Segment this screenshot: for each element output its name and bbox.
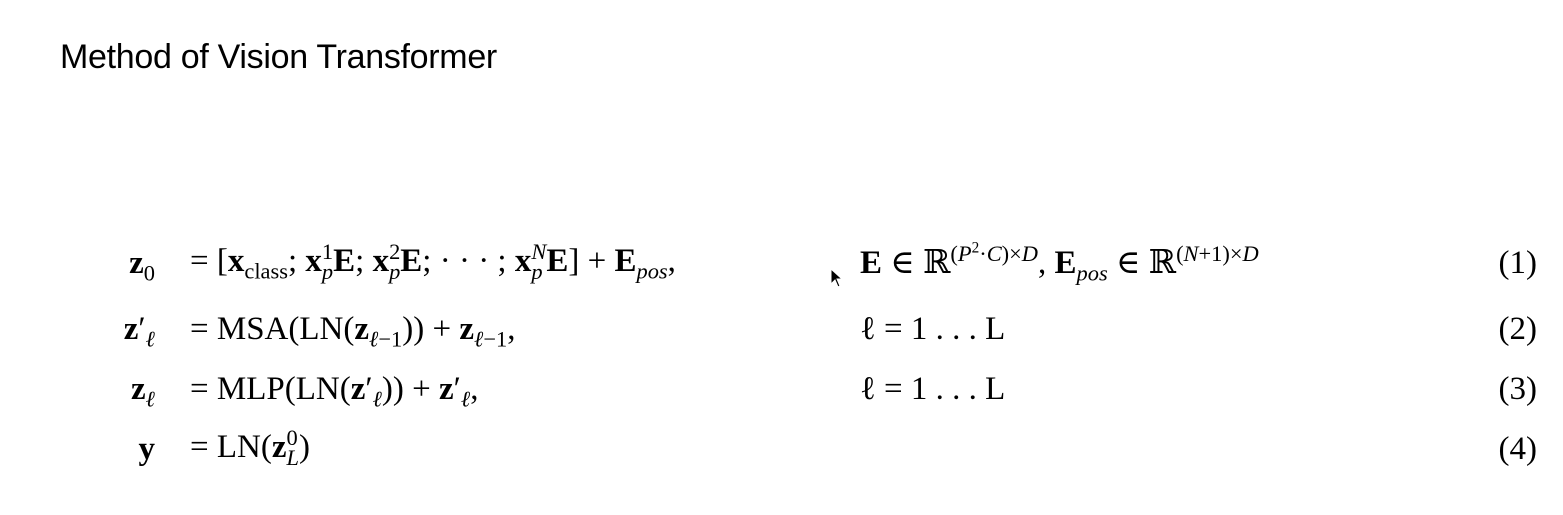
equation-3-rhs: = $MLP(LN(z'_\ell)) + z'_\ell$, bbox=[190, 371, 479, 412]
equation-1-number: (1) bbox=[1498, 245, 1537, 281]
equation-3-lhs: $z_\ell$ bbox=[130, 371, 155, 412]
equation-3 bbox=[0, 348, 1563, 412]
equation-2-condition: ℓ = 1 . . . L bbox=[860, 311, 1006, 347]
equation-4-number: (4) bbox=[1498, 431, 1537, 467]
equation-3-number: (3) bbox=[1498, 371, 1537, 407]
equation-4-lhs: y bbox=[138, 431, 155, 467]
equation-3-condition: ℓ = 1 . . . L bbox=[860, 371, 1006, 407]
equation-2 bbox=[0, 288, 1563, 352]
equation-2-rhs: = $MSA(LN(z_{\ell-1})) + z_{\ell-1}$, bbox=[190, 311, 516, 352]
equation-1-lhs: $z_0$ bbox=[129, 245, 155, 286]
equation-1 bbox=[0, 222, 1563, 286]
page-title: Method of Vision Transformer bbox=[60, 38, 497, 76]
equation-1-rhs: = [$x_{class}$; x 1 p E; x 2 p E; · · · ; x N p $E] + E_{pos}$, bbox=[190, 238, 676, 284]
equation-1-condition: E ∈ ℝ$^{(P^2\cdot C)\times D}$, $E_{pos}$ ∈ ℝ$^{(N+1)\times D}$ bbox=[860, 239, 1259, 286]
equation-4 bbox=[0, 408, 1563, 468]
equation-2-lhs: $z'_\ell$ bbox=[123, 311, 155, 352]
equation-2-number: (2) bbox=[1498, 311, 1537, 347]
equation-4-rhs: = LN(z 0 L ) bbox=[190, 424, 310, 470]
mouse-cursor-icon bbox=[830, 268, 844, 288]
